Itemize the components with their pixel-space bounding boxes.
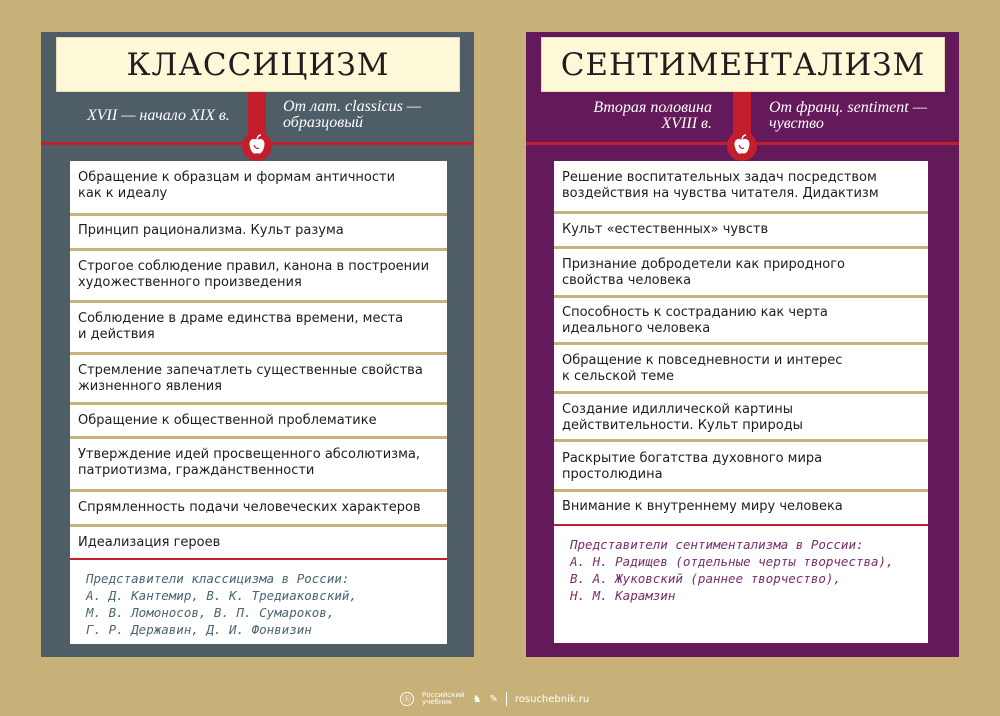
classicism-features-list (70, 161, 447, 558)
period-line: Вторая половина (593, 99, 712, 116)
list-item: Признание добродетели как природного свойства человека (562, 257, 845, 288)
separator (70, 436, 447, 439)
representatives-text: Представители сентиментализма в России: А. Н. Радищев (отдельные черты творчества), В. А. Жуковский (раннее творчество), Н. М. Карамзин (570, 537, 894, 603)
classicism-representatives (70, 558, 447, 644)
separator (554, 391, 928, 394)
sentimentalism-title: СЕНТИМЕНТАЛИЗМ (541, 37, 945, 92)
separator (70, 300, 447, 303)
origin-line: образцовый (283, 114, 364, 131)
classicism-origin (283, 99, 421, 131)
divider-line (70, 558, 447, 560)
list-item: Раскрытие богатства духовного мира простолюдина (562, 451, 823, 482)
list-item: Обращение к общественной проблематике (78, 413, 377, 428)
sentimentalism-representatives (554, 524, 928, 643)
list-item: Соблюдение в драме единства времени, места и действия (78, 311, 404, 342)
classicism-panel (41, 32, 474, 657)
list-item: Принцип рационализма. Культ разума (78, 223, 344, 238)
list-item: Спрямленность подачи человеческих характеров (78, 500, 421, 515)
origin-line: От франц. sentiment — (769, 99, 927, 116)
book-logo-icon: ✎ (489, 693, 498, 705)
list-item: Строгое соблюдение правил, канона в построении художественного произведения (78, 259, 430, 290)
copyright-icon: Ⓡ (400, 692, 414, 706)
classicism-period: XVII — начало XIX в. (87, 107, 230, 124)
separator (554, 489, 928, 492)
separator (554, 246, 928, 249)
separator (554, 439, 928, 442)
list-item: Стремление запечатлеть существенные свойства жизненного явления (78, 363, 423, 394)
apple-emblem-icon (241, 130, 273, 162)
list-item: Внимание к внутреннему миру человека (562, 499, 843, 514)
sentimentalism-period (546, 100, 712, 132)
footer-divider (506, 692, 507, 706)
separator (70, 352, 447, 355)
separator (554, 295, 928, 298)
list-item: Обращение к образцам и формам античности как к идеалу (78, 170, 396, 201)
list-item: Способность к состраданию как черта идеального человека (562, 305, 828, 336)
site-link[interactable]: rosuchebnik.ru (514, 693, 590, 705)
sentimentalism-panel (526, 32, 959, 657)
separator (70, 489, 447, 492)
classicism-title: КЛАССИЦИЗМ (56, 37, 460, 92)
origin-line: От лат. classicus — (283, 98, 422, 115)
separator (70, 524, 447, 527)
separator (70, 402, 447, 405)
origin-line: чувство (769, 115, 824, 132)
sentimentalism-origin (769, 100, 927, 132)
list-item: Решение воспитательных задач посредством воздействия на чувства читателя. Дидактизм (562, 170, 879, 201)
list-item: Создание идиллической картины действительности. Культ природы (562, 402, 803, 433)
separator (554, 211, 928, 214)
separator (554, 342, 928, 345)
list-item: Культ «естественных» чувств (562, 222, 769, 237)
representatives-text: Представители классицизма в России: А. Д. Кантемир, В. К. Тредиаковский, М. В. Ломоносов, В. П. Сумароков, Г. Р. Державин, Д. И. Фонвизин (86, 571, 357, 637)
dragon-logo-icon: ♞ (472, 693, 482, 705)
list-item: Утверждение идей просвещенного абсолютизма, патриотизма, гражданственности (78, 447, 420, 478)
separator (70, 213, 447, 216)
divider-line (554, 524, 928, 526)
apple-emblem-icon (726, 130, 758, 162)
list-item: Обращение к повседневности и интерес к сельской теме (562, 353, 843, 384)
publisher-footer (400, 690, 589, 708)
sentimentalism-features-list (554, 161, 928, 524)
period-line: XVIII в. (661, 115, 712, 132)
separator (70, 248, 447, 251)
list-item: Идеализация героев (78, 535, 221, 550)
publisher-logo: Российский учебник (422, 691, 465, 706)
